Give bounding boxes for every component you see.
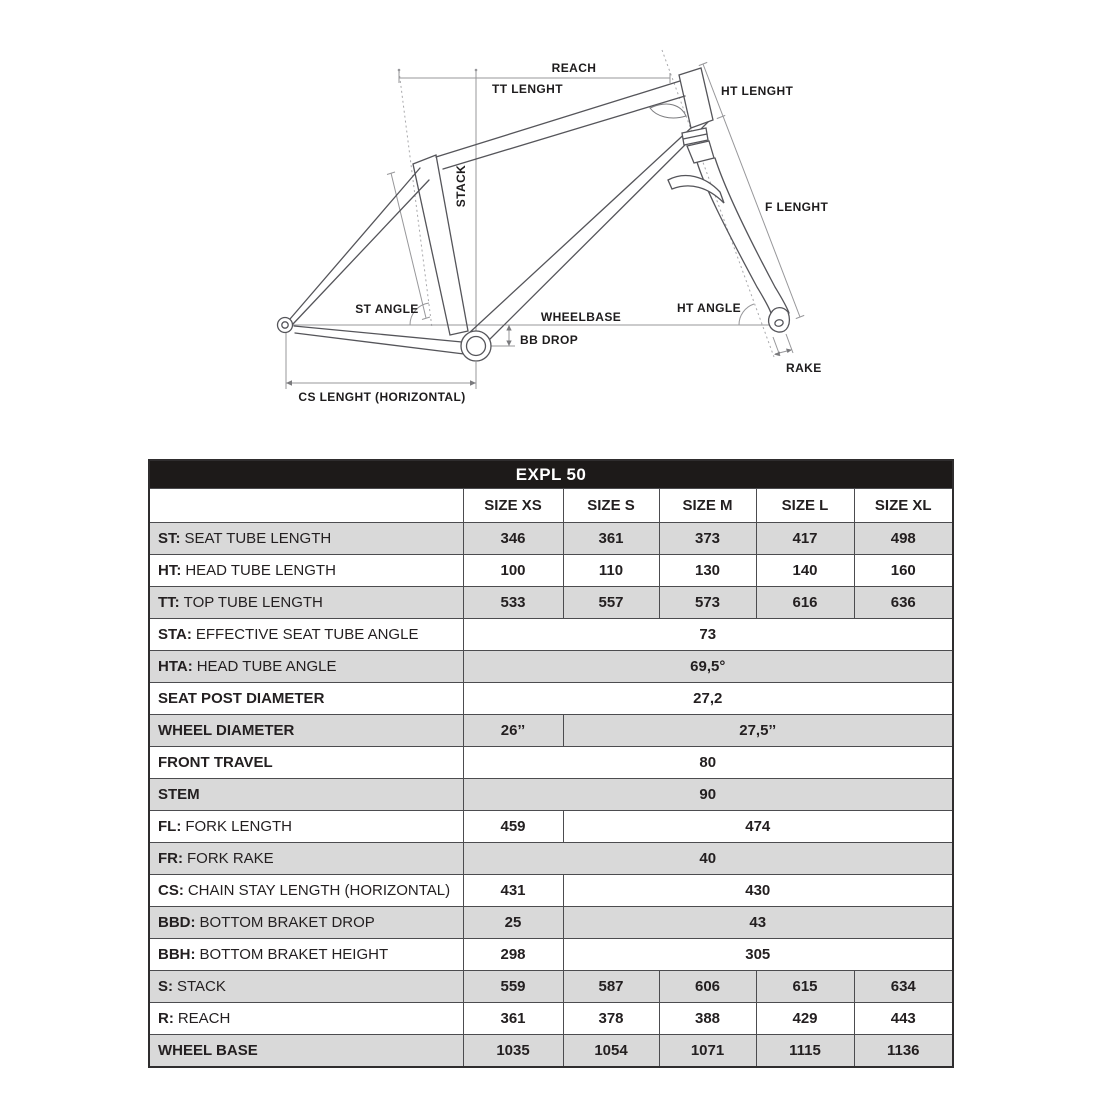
row-label-text: STEM <box>158 786 200 803</box>
diagram-label-wheelbase: WHEELBASE <box>540 310 622 324</box>
row-label <box>149 843 463 875</box>
row-value: 298 <box>463 939 563 971</box>
row-label-prefix: BBH: <box>158 946 196 963</box>
row-label-text: FORK LENGTH <box>185 818 293 835</box>
column-header-size-m: SIZE M <box>659 489 756 523</box>
table-row <box>149 651 953 683</box>
row-value: 417 <box>756 523 854 555</box>
row-value: 573 <box>659 587 756 619</box>
table-title-row <box>149 460 953 489</box>
row-value: 616 <box>756 587 854 619</box>
fork-arch <box>668 176 724 203</box>
row-value-span: 430 <box>563 875 953 907</box>
row-label <box>149 907 463 939</box>
row-label <box>149 523 463 555</box>
table-row <box>149 811 953 843</box>
row-label-text: FRONT TRAVEL <box>158 754 273 771</box>
row-value: 559 <box>463 971 563 1003</box>
row-value-span: 80 <box>463 747 953 779</box>
row-label <box>149 715 463 747</box>
row-value: 459 <box>463 811 563 843</box>
row-label <box>149 651 463 683</box>
row-value: 533 <box>463 587 563 619</box>
row-value: 361 <box>563 523 659 555</box>
row-value-span: 27,5’’ <box>563 715 953 747</box>
row-label <box>149 683 463 715</box>
geometry-table-container <box>148 459 952 1068</box>
row-value: 130 <box>659 555 756 587</box>
table-row <box>149 843 953 875</box>
row-label-prefix: HTA: <box>158 658 193 675</box>
row-label <box>149 1035 463 1068</box>
row-value: 1136 <box>854 1035 953 1068</box>
table-row <box>149 747 953 779</box>
row-value: 431 <box>463 875 563 907</box>
row-label-text: WHEEL BASE <box>158 1042 258 1059</box>
table-row <box>149 939 953 971</box>
column-header-size-xs: SIZE XS <box>463 489 563 523</box>
row-value: 388 <box>659 1003 756 1035</box>
row-label <box>149 1003 463 1035</box>
table-row <box>149 523 953 555</box>
ht-angle-arc <box>739 304 754 325</box>
row-value-span: 90 <box>463 779 953 811</box>
row-value: 100 <box>463 555 563 587</box>
row-label-text: FORK RAKE <box>187 850 274 867</box>
down-tube <box>468 128 691 334</box>
table-row <box>149 683 953 715</box>
row-value-span: 474 <box>563 811 953 843</box>
row-label-text: HEAD TUBE ANGLE <box>196 658 337 675</box>
row-value: 443 <box>854 1003 953 1035</box>
chain-stay <box>294 326 462 342</box>
table-row <box>149 1035 953 1068</box>
row-label-text: REACH <box>177 1010 231 1027</box>
row-value: 26’’ <box>463 715 563 747</box>
row-value-span: 305 <box>563 939 953 971</box>
diagram-label-rake: RAKE <box>786 361 822 375</box>
diagram-label-stack: STACK <box>454 164 468 208</box>
row-value: 1115 <box>756 1035 854 1068</box>
row-value: 557 <box>563 587 659 619</box>
row-label-text: EFFECTIVE SEAT TUBE ANGLE <box>195 626 419 643</box>
table-row <box>149 875 953 907</box>
row-label-text: HEAD TUBE LENGTH <box>185 562 336 579</box>
row-value-span: 69,5° <box>463 651 953 683</box>
table-row <box>149 779 953 811</box>
row-label-prefix: S: <box>158 978 173 995</box>
row-label-text: BOTTOM BRAKET HEIGHT <box>199 946 389 963</box>
row-value: 110 <box>563 555 659 587</box>
diagram-label-tt-lenght: TT LENGHT <box>492 82 563 96</box>
row-value: 606 <box>659 971 756 1003</box>
table-row <box>149 971 953 1003</box>
row-label-prefix: ST: <box>158 530 181 547</box>
row-value: 160 <box>854 555 953 587</box>
frame-outline <box>290 68 713 354</box>
row-label-text: BOTTOM BRAKET DROP <box>199 914 375 931</box>
diagram-label-ht-lenght: HT LENGHT <box>721 84 794 98</box>
rear-dropout <box>278 318 293 333</box>
row-label-prefix: FL: <box>158 818 182 835</box>
empty-header-cell <box>149 489 463 523</box>
diagram-label-f-lenght: F LENGHT <box>765 200 829 214</box>
column-header-size-s: SIZE S <box>563 489 659 523</box>
table-title: EXPL 50 <box>149 460 953 489</box>
frame-junctions <box>278 318 492 362</box>
row-value-span: 27,2 <box>463 683 953 715</box>
row-label-prefix: CS: <box>158 882 184 899</box>
column-header-size-xl: SIZE XL <box>854 489 953 523</box>
row-value: 25 <box>463 907 563 939</box>
row-value: 1071 <box>659 1035 756 1068</box>
row-label <box>149 555 463 587</box>
row-label <box>149 971 463 1003</box>
row-label-text: CHAIN STAY LENGTH (HORIZONTAL) <box>187 882 451 899</box>
row-value: 634 <box>854 971 953 1003</box>
row-label-prefix: FR: <box>158 850 183 867</box>
column-header-size-l: SIZE L <box>756 489 854 523</box>
table-row <box>149 715 953 747</box>
row-value: 373 <box>659 523 756 555</box>
row-label-prefix: TT: <box>158 594 180 611</box>
row-label-text: SEAT POST DIAMETER <box>158 690 325 707</box>
diagram-label-reach: REACH <box>551 61 597 75</box>
headset-cone <box>687 141 714 163</box>
row-label-prefix: BBD: <box>158 914 196 931</box>
row-label <box>149 939 463 971</box>
seat-stay <box>290 168 420 319</box>
row-value: 429 <box>756 1003 854 1035</box>
diagram-label-ht-angle: HT ANGLE <box>676 301 742 315</box>
row-value: 361 <box>463 1003 563 1035</box>
row-value: 378 <box>563 1003 659 1035</box>
seat-tube-axis-dashed-line <box>399 71 432 328</box>
row-value-span: 40 <box>463 843 953 875</box>
row-label-text: STACK <box>177 978 226 995</box>
row-label <box>149 747 463 779</box>
table-row <box>149 619 953 651</box>
row-label-text: TOP TUBE LENGTH <box>183 594 323 611</box>
row-label-text: SEAT TUBE LENGTH <box>184 530 332 547</box>
geometry-table <box>148 459 954 1068</box>
bike-geometry-diagram <box>0 0 1100 450</box>
row-value: 346 <box>463 523 563 555</box>
table-row <box>149 1003 953 1035</box>
row-label <box>149 779 463 811</box>
row-label <box>149 587 463 619</box>
table-row <box>149 555 953 587</box>
row-value-span: 43 <box>563 907 953 939</box>
row-value: 498 <box>854 523 953 555</box>
row-value: 587 <box>563 971 659 1003</box>
bottom-bracket <box>461 331 491 361</box>
row-label <box>149 619 463 651</box>
row-value: 636 <box>854 587 953 619</box>
diagram-label-st-angle: ST ANGLE <box>355 302 419 316</box>
row-value: 1054 <box>563 1035 659 1068</box>
diagram-label-bb-drop: BB DROP <box>520 333 579 347</box>
row-label-prefix: STA: <box>158 626 192 643</box>
table-header-row <box>149 489 953 523</box>
row-value: 140 <box>756 555 854 587</box>
diagram-label-cs-lenght: CS LENGHT (HORIZONTAL) <box>298 390 466 404</box>
row-label <box>149 875 463 907</box>
row-value: 1035 <box>463 1035 563 1068</box>
row-label-text: WHEEL DIAMETER <box>158 722 295 739</box>
table-row <box>149 907 953 939</box>
row-value-span: 73 <box>463 619 953 651</box>
row-value: 615 <box>756 971 854 1003</box>
row-label-prefix: R: <box>158 1010 174 1027</box>
table-row <box>149 587 953 619</box>
row-label-prefix: HT: <box>158 562 182 579</box>
row-label <box>149 811 463 843</box>
